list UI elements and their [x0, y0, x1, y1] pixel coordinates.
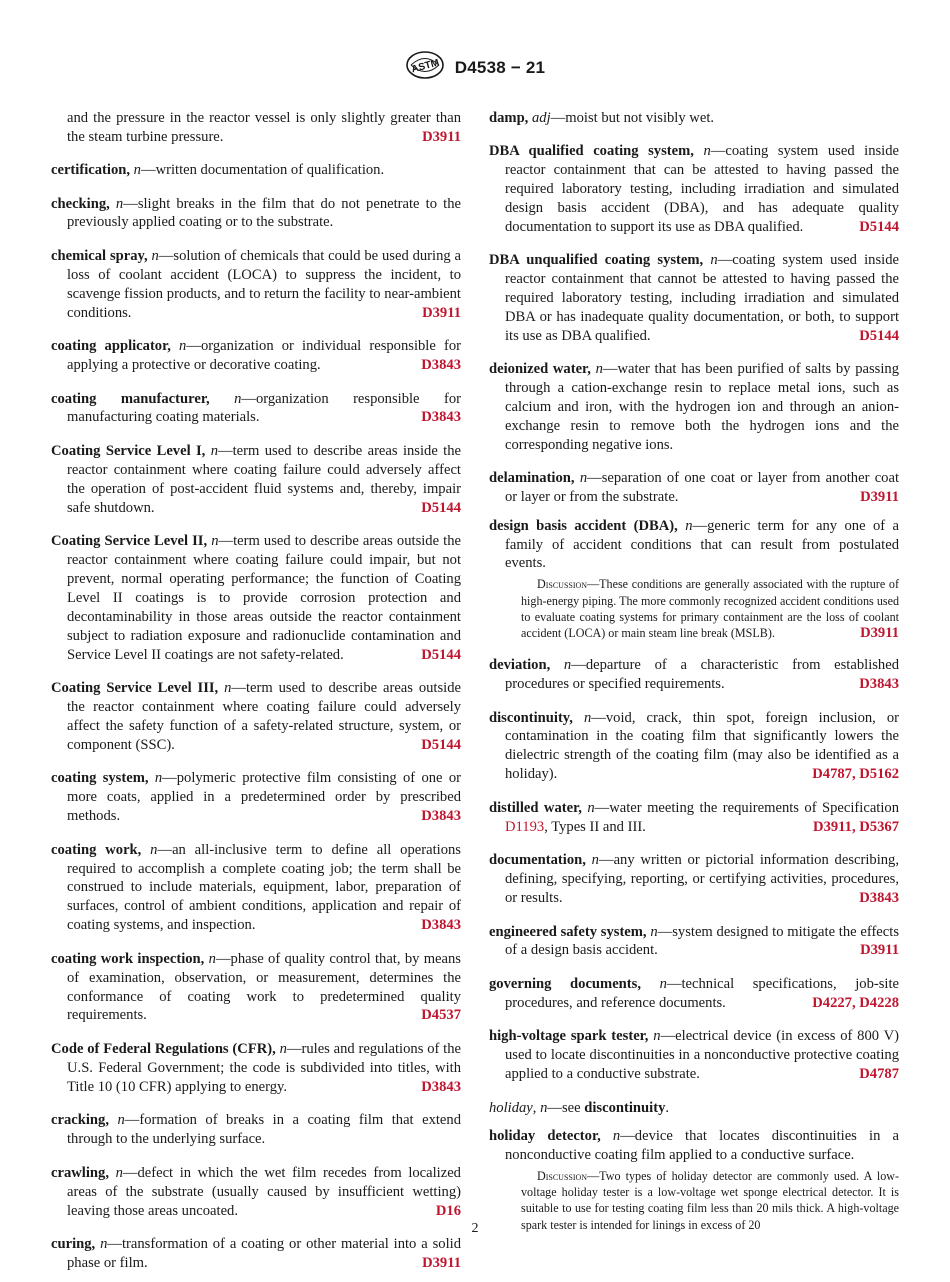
entry-deviation	[489, 656, 899, 694]
discussion-text: —These conditions are generally associated with the rupture of high-energy piping. The more commonly recognized accident conditions used to evaluate coating systems for primary containment are the loss of coolant accident (LOCA) or main steam line break (MSLB).	[521, 577, 899, 641]
definition: —technical specifications, job-site procedures, and reference documents.	[505, 975, 900, 1011]
glossary-entry	[51, 247, 461, 323]
entry-delamination	[489, 469, 899, 507]
reference-link[interactable]: D3911	[860, 625, 899, 642]
glossary-entry	[51, 337, 461, 375]
reference-link[interactable]: D4787	[859, 1066, 899, 1083]
reference-link[interactable]: D4537	[421, 1007, 461, 1024]
part-of-speech: n	[117, 1112, 125, 1129]
term: Code of Federal Regulations (CFR),	[51, 1040, 276, 1057]
part-of-speech: n	[540, 1099, 548, 1116]
term: documentation,	[489, 852, 586, 869]
definition: —term used to describe areas outside the reactor containment where coating failure could impair, but not prevent, normal operating performance; the function of Coating Level II coatings is to provide corrosion protection and decontaminability in those areas outside the reactor containment subject to radiation exposure and radionuclide contamination and Service Level II coatings are not safety-related.	[67, 533, 461, 663]
definition: —generic term for any one of a family of accident conditions that can result from postulated events.	[505, 517, 899, 572]
term: deionized water,	[489, 361, 591, 378]
term: Coating Service Level II,	[51, 533, 208, 550]
reference-link[interactable]: D3911	[860, 942, 899, 959]
part-of-speech: n	[224, 680, 232, 697]
document-id: D4538 − 21	[454, 57, 546, 77]
entry-dba-unqualified	[489, 251, 899, 346]
part-of-speech: n	[151, 247, 159, 264]
entry-documentation	[489, 851, 899, 908]
term: coating applicator,	[51, 338, 171, 355]
term: Coating Service Level I,	[51, 442, 206, 459]
glossary-entry	[51, 679, 461, 755]
definition: —any written or pictorial information describing, defining, specifying, reporting, or certifying activities, procedures, or results.	[505, 852, 899, 907]
glossary-entry	[51, 841, 461, 936]
glossary-entry	[51, 950, 461, 1026]
reference-link[interactable]: D5144	[421, 736, 461, 753]
glossary-entry	[51, 1164, 461, 1221]
definition: —slight breaks in the film that do not penetrate to the previously applied coating or to the substrate.	[67, 195, 461, 231]
reference-link[interactable]: D5144	[859, 327, 899, 344]
definition: —an all-inclusive term to define all operations required to accomplish a complete coating job; the term shall be construed to include materials, equipment, labor, preparation of surfaces, control of ambient conditions, application and repair of coating systems, and inspection.	[67, 841, 461, 934]
reference-link[interactable]: D3911	[813, 818, 852, 835]
glossary-entry	[51, 532, 461, 664]
part-of-speech: n	[650, 923, 658, 940]
reference-link[interactable]: D3911	[860, 489, 899, 506]
astm-logo-icon	[405, 50, 445, 85]
definition: —organization or individual responsible for applying a protective or decorative coating.	[67, 338, 461, 374]
definition: —void, crack, thin spot, foreign inclusion, or contamination in the coating film that significantly lowers the dielectric strength of the coating film (may also be identified as a holiday).	[505, 709, 899, 783]
glossary-entry	[51, 769, 461, 826]
term: high-voltage spark tester,	[489, 1028, 649, 1045]
definition: —phase of quality control that, by means of examination, observation, or measurement, determines the conformance of coating work to predetermined quality requirements.	[67, 950, 461, 1024]
reference-link[interactable]: D4227	[812, 994, 852, 1011]
part-of-speech: n	[563, 657, 572, 674]
definition: —term used to describe areas outside the reactor containment where coating failure could adversely affect the safety function of a safety-related structure, system, or component (SSC).	[67, 680, 461, 753]
page-number: 2	[471, 1221, 479, 1236]
term: distilled water,	[489, 799, 582, 816]
right-column	[489, 94, 899, 1242]
term: curing,	[51, 1236, 96, 1252]
part-of-speech: n	[710, 252, 718, 269]
part-of-speech: n	[703, 143, 711, 160]
definition: —separation of one coat or layer from another coat or layer or from the substrate.	[505, 470, 900, 506]
definition: —moist but not visibly wet.	[550, 109, 715, 126]
reference-group	[812, 765, 899, 784]
discussion-text: —Two types of holiday detector are commonly used. A low-voltage holiday tester is a low-voltage wet sponge electrical detector. It is suitable to use for testing coating film less than 20 mils thick. A high-voltage spark tester is intended for linings in excess of 20	[521, 1168, 899, 1232]
definition: —defect in which the wet film recedes from localized areas of the substrate (usually caused by insufficient wetting) leaving those areas uncoated.	[67, 1164, 461, 1219]
entry-design-basis-accident	[489, 517, 899, 642]
definition: —transformation of a coating or other material into a solid phase or film.	[67, 1236, 461, 1271]
reference-link[interactable]: D3911	[422, 1254, 461, 1271]
definition: —polymeric protective film consisting of one or more coats, applied in a predetermined order by prescribed methods.	[67, 770, 461, 825]
page-header	[0, 50, 950, 85]
definition: and the pressure in the reactor vessel is only slightly greater than the steam turbine pressure.	[67, 109, 461, 145]
entry-distilled-water	[489, 799, 899, 837]
definition-tail: , Types II and III.	[544, 818, 646, 835]
glossary-entry	[51, 1040, 461, 1097]
definition: —device that locates discontinuities in a nonconductive coating film applied to a conductive surface.	[505, 1127, 899, 1163]
part-of-speech: n	[133, 162, 141, 178]
reference-link[interactable]: D3843	[421, 1078, 461, 1095]
definition: —term used to describe areas inside the reactor containment where coating failure could adversely affect the operation of post-accident fluid systems and, thereby, impair safe shutdown.	[67, 442, 462, 516]
reference-link[interactable]: D3843	[421, 808, 461, 825]
part-of-speech: n	[591, 852, 599, 869]
reference-link[interactable]: D3843	[421, 917, 461, 934]
definition: —coating system used inside reactor containment that can be attested to having passed the required laboratory testing, including irradiation and simulated design basis accident (DBA), and has adequate quality documentation to support its use as DBA qualified.	[505, 143, 900, 235]
glossary-entry	[51, 442, 461, 518]
definition: —formation of breaks in a coating film that extend through to the underlying surface.	[67, 1112, 461, 1148]
reference-link[interactable]: D16	[435, 1202, 461, 1219]
part-of-speech: n	[115, 1164, 123, 1181]
definition: —see	[547, 1099, 585, 1116]
definition: —water meeting the requirements of Specification	[594, 799, 900, 816]
definition: —rules and regulations of the U.S. Federal Government; the code is subdivided into titles, with Title 10 (10 CFR) applying to energy.	[67, 1040, 461, 1095]
part-of-speech: n	[100, 1236, 108, 1252]
reference-separator: ,	[851, 994, 860, 1011]
reference-link[interactable]: D3843	[421, 357, 461, 374]
part-of-speech: n	[653, 1028, 661, 1045]
entry-dba-qualified	[489, 142, 899, 237]
term: coating work inspection,	[51, 950, 205, 967]
glossary-entry	[51, 1111, 461, 1149]
definition: —departure of a characteristic from established procedures or specified requirements.	[505, 657, 899, 693]
entry-high-voltage-spark-tester	[489, 1027, 899, 1084]
glossary-entry	[51, 390, 461, 428]
definition: —written documentation of qualification.	[140, 162, 385, 178]
term: design basis accident (DBA),	[489, 517, 678, 534]
definition: —solution of chemicals that could be used during a loss of coolant accident (LOCA) to suppress the incident, to scavenge fission products, and to return the facility to near-ambient conditions.	[67, 247, 461, 321]
entry-damp	[489, 109, 899, 128]
term: checking,	[51, 195, 110, 212]
term: holiday	[489, 1099, 533, 1116]
part-of-speech: n	[579, 470, 588, 487]
part-of-speech: n	[210, 442, 219, 459]
reference-link[interactable]: D5162	[859, 766, 899, 783]
definition: —electrical device (in excess of 800 V) used to locate discontinuities in a nonconductive protective coating applied to a conductive substrate.	[505, 1028, 899, 1083]
part-of-speech: n	[612, 1127, 621, 1144]
part-of-speech: n	[234, 390, 242, 407]
entry-holiday-detector	[489, 1127, 899, 1233]
glossary-entry	[51, 161, 461, 180]
term: Coating Service Level III,	[51, 680, 219, 697]
part-of-speech: n	[587, 799, 595, 816]
discussion-note	[505, 576, 899, 641]
left-column	[51, 94, 461, 1282]
part-of-speech: adj	[532, 109, 551, 126]
entry-governing-documents	[489, 975, 899, 1013]
term: DBA qualified coating system,	[489, 143, 694, 160]
inline-reference-link[interactable]: D1193	[505, 818, 545, 835]
term: deviation,	[489, 657, 551, 674]
definition: —water that has been purified of salts by passing through a cation-exchange resin to replace metal ions, such as calcium and iron, with the hydrogen ion and through an anion-exchange resin to remove both the hydrogen ions and the corresponding negative ions.	[505, 361, 900, 453]
term: delamination,	[489, 470, 575, 487]
term: damp,	[489, 109, 529, 126]
reference-link[interactable]: D3911	[422, 128, 461, 145]
term: cracking,	[51, 1112, 109, 1129]
entry-holiday	[489, 1099, 899, 1118]
reference-link[interactable]: D3843	[421, 409, 461, 426]
reference-link[interactable]: D5144	[859, 218, 899, 235]
reference-separator: ,	[851, 766, 860, 783]
term: coating system,	[51, 770, 149, 787]
reference-link[interactable]: D3843	[859, 676, 899, 693]
discussion-label: Discussion	[537, 577, 588, 592]
term-separator: ,	[532, 1099, 541, 1116]
entry-engineered-safety-system	[489, 923, 899, 961]
svg-text:ASTM: ASTM	[410, 57, 441, 76]
definition-end: .	[665, 1099, 670, 1116]
reference-link[interactable]: D5144	[421, 646, 461, 663]
glossary-entry	[51, 109, 461, 147]
term: crawling,	[51, 1164, 109, 1181]
definition: —organization responsible for manufacturing coating materials.	[67, 390, 461, 426]
reference-link[interactable]: D5144	[421, 499, 461, 516]
reference-link[interactable]: D3911	[422, 304, 461, 321]
reference-link[interactable]: D4228	[859, 994, 899, 1011]
definition: —system designed to mitigate the effects of a design basis accident.	[505, 923, 899, 959]
term: coating manufacturer,	[51, 390, 210, 407]
part-of-speech: n	[150, 841, 158, 858]
reference-group	[812, 994, 899, 1013]
term: holiday detector,	[489, 1127, 601, 1144]
part-of-speech: n	[154, 770, 163, 787]
term: governing documents,	[489, 975, 641, 992]
glossary-entry	[51, 1235, 461, 1273]
part-of-speech: n	[115, 195, 124, 212]
term: engineered safety system,	[489, 923, 647, 940]
part-of-speech: n	[595, 361, 603, 378]
reference-link[interactable]: D3843	[859, 890, 899, 907]
part-of-speech: n	[583, 709, 592, 726]
term: coating work,	[51, 841, 142, 858]
term: certification,	[51, 162, 131, 178]
entry-discontinuity	[489, 709, 899, 785]
definition: —coating system used inside reactor containment that cannot be attested to having passed the required laboratory testing, including irradiation and simulated DBA or has inadequate quality documentation, or both, to support its use as DBA qualified.	[505, 252, 899, 344]
glossary-entry	[51, 195, 461, 233]
term: chemical spray,	[51, 247, 148, 264]
discussion-label: Discussion	[537, 1168, 588, 1183]
reference-group	[813, 818, 899, 837]
term: DBA unqualified coating system,	[489, 252, 704, 269]
reference-link[interactable]: D5367	[859, 818, 899, 835]
part-of-speech: n	[279, 1040, 287, 1057]
see-reference: discontinuity	[584, 1099, 666, 1116]
term: discontinuity,	[489, 709, 573, 726]
reference-separator: ,	[851, 818, 860, 835]
part-of-speech: n	[659, 975, 667, 992]
part-of-speech: n	[179, 338, 187, 355]
part-of-speech: n	[208, 950, 216, 967]
part-of-speech: n	[685, 517, 693, 534]
part-of-speech: n	[211, 533, 219, 550]
entry-deionized-water	[489, 360, 899, 455]
reference-link[interactable]: D4787	[812, 766, 852, 783]
